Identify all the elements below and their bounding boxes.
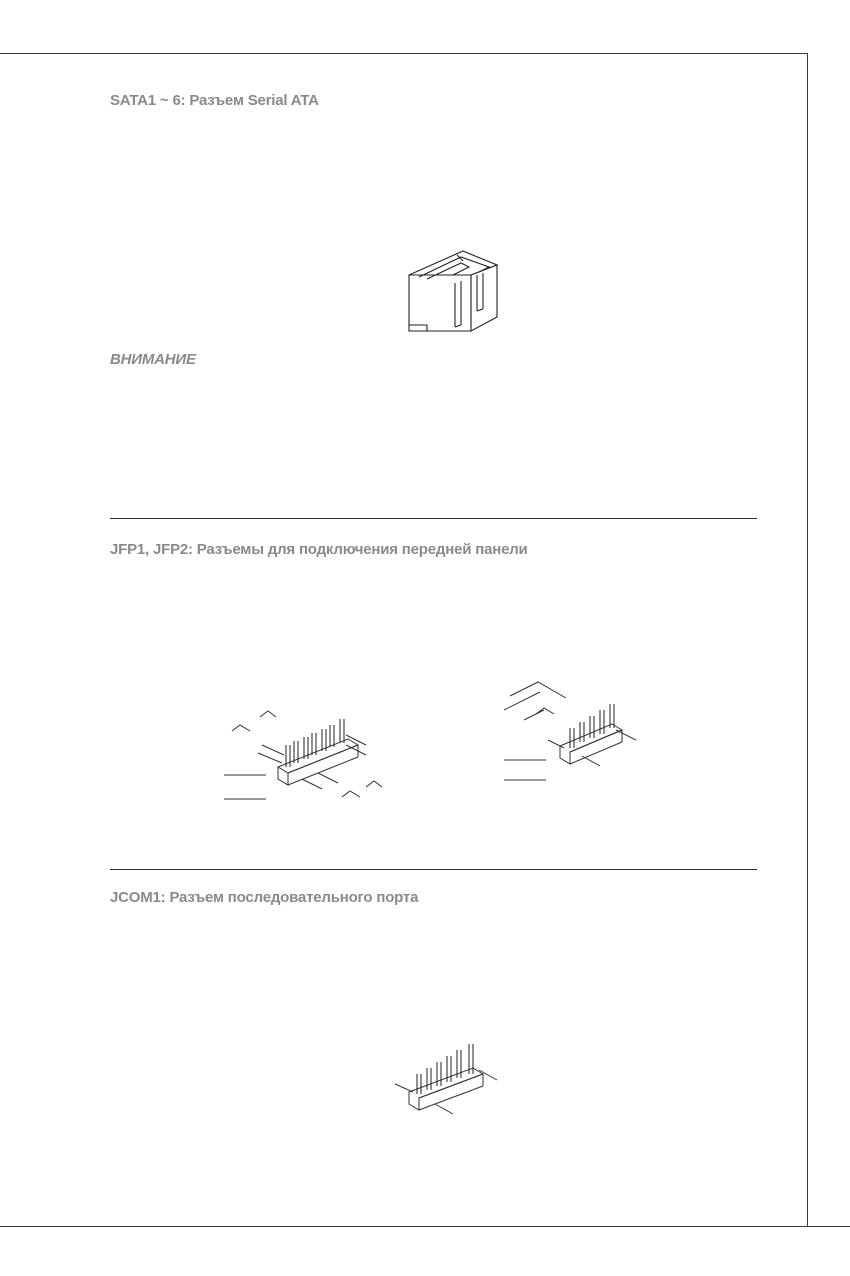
warning-heading: ВНИМАНИЕ bbox=[110, 351, 196, 368]
jfp-heading: JFP1, JFP2: Разъемы для подключения передней панели bbox=[110, 541, 528, 558]
frame-right-line bbox=[807, 53, 808, 1226]
section-divider-1 bbox=[110, 518, 757, 519]
jfp1-connector-illustration bbox=[222, 705, 402, 815]
jcom-heading: JCOM1: Разъем последовательного порта bbox=[110, 889, 419, 906]
sata-connector-illustration bbox=[405, 245, 505, 335]
frame-top-line bbox=[0, 53, 807, 54]
sata-heading: SATA1 ~ 6: Разъем Serial ATA bbox=[110, 92, 319, 109]
jcom1-connector-illustration bbox=[395, 1040, 505, 1120]
frame-bottom-line bbox=[0, 1226, 850, 1227]
jfp2-connector-illustration bbox=[500, 680, 660, 790]
section-divider-2 bbox=[110, 869, 757, 870]
